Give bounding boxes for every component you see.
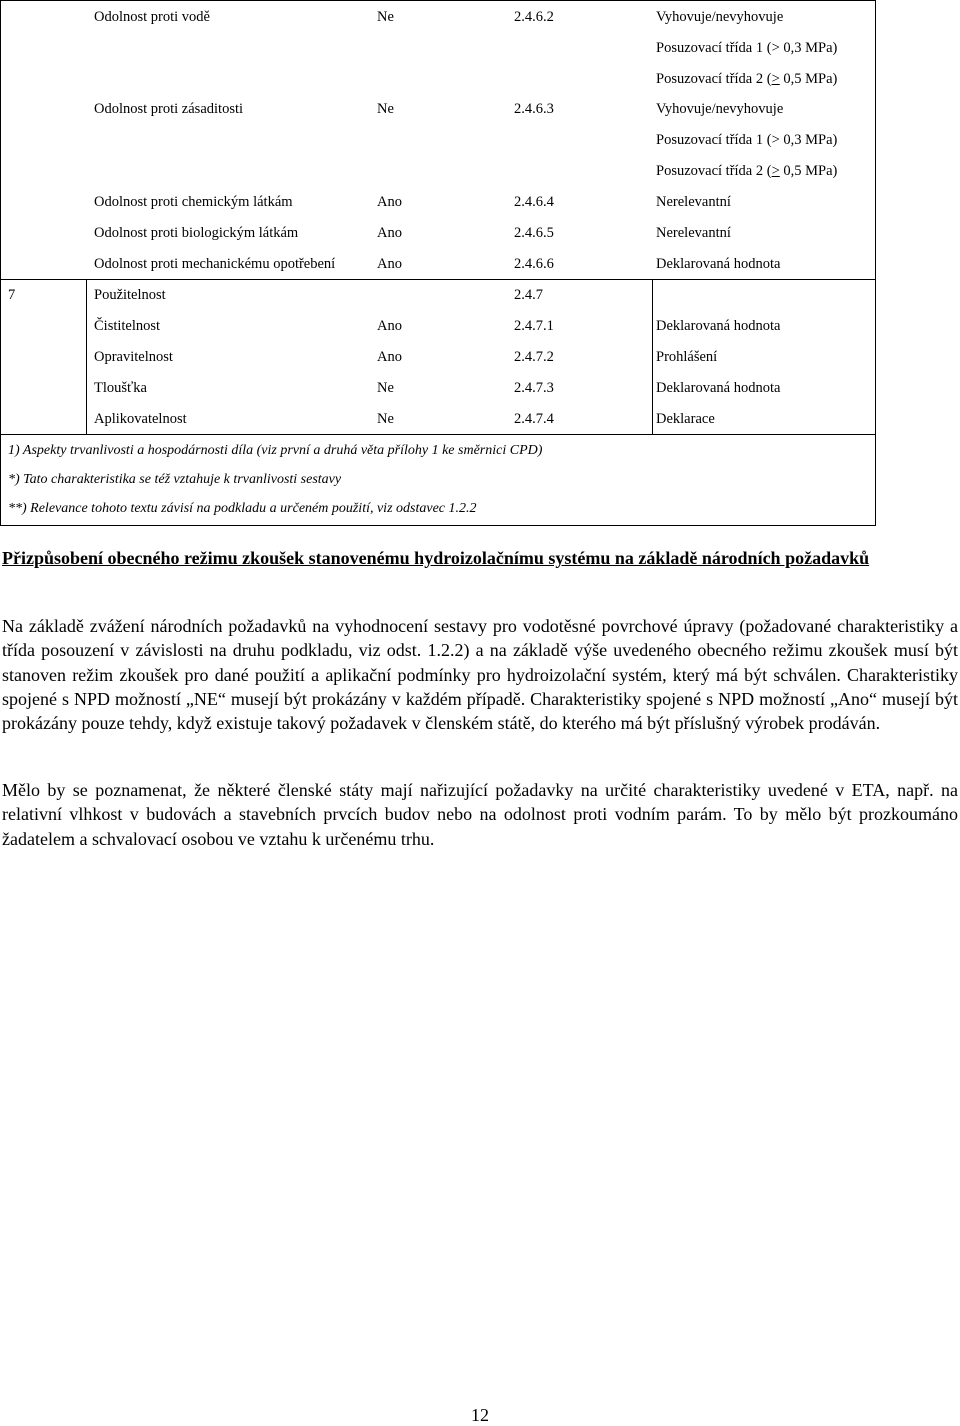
clause-number: 2.4.6.4 — [514, 194, 554, 210]
assessment-method: Deklarace — [656, 411, 715, 427]
method-suffix: 0,5 MPa) — [779, 71, 838, 87]
page-number: 12 — [471, 1405, 489, 1425]
section-heading — [2, 546, 958, 570]
clause-number: 2.4.6.2 — [514, 9, 554, 25]
property-name: Čistitelnost — [94, 318, 161, 334]
body-paragraph: Na základě zvážení národních požadavků na vyhodnocení sestavy pro vodotěsné povrchové úpravy (požadované charakteristiky a třída posouzení v závislosti na druhu podkladu, viz odst. 1.2.2) a na základě výše uvedeného obecného režimu zkoušek musí být stanoven režim zkoušek pro dané použití a aplikační podmínky pro hydroizolační systém, který má být schválen. Charakteristiky spojené s NPD možností „NE“ musejí být prokázány v každém případě. Charakteristiky spojené s NPD možností „Ano“ musejí být prokázány pouze tehdy, když existuje takový požadavek v členském státě, do kterého má být příslušný výrobek prodáván. — [2, 616, 958, 734]
assessment-method: Nerelevantní — [656, 194, 731, 210]
property-name: Tloušťka — [94, 380, 147, 396]
relevance: Ne — [377, 380, 394, 396]
property-name: Odolnost proti mechanickému opotřebení — [94, 256, 336, 272]
assessment-method: Posuzovací třída 1 (> 0,3 MPa) — [656, 40, 838, 56]
method-prefix: Posuzovací třída 2 ( — [656, 71, 772, 87]
table-footnote: *) Tato charakteristika se též vztahuje k trvanlivosti sestavy — [8, 472, 342, 487]
body-paragraph: Mělo by se poznamenat, že některé členské státy mají nařizující požadavky na určité charakteristiky uvedené v ETA, např. na relativní vlhkost v budovách a stavebních prvcích budov nebo na odolnost proti vodním parám. To by mělo být prozkoumáno žadatelem a schvalovací osobou ve vztahu k určenému trhu. — [2, 780, 958, 849]
relevance: Ano — [377, 256, 402, 272]
property-name: Opravitelnost — [94, 349, 173, 365]
assessment-method: Deklarovaná hodnota — [656, 380, 781, 396]
clause-number: 2.4.7.4 — [514, 411, 554, 427]
table-divider — [652, 280, 653, 435]
clause-number: 2.4.7.2 — [514, 349, 554, 365]
section-number: 7 — [8, 287, 16, 303]
assessment-method: Vyhovuje/nevyhovuje — [656, 9, 784, 25]
relevance: Ano — [377, 318, 402, 334]
table-divider — [86, 280, 87, 435]
relevance: Ano — [377, 194, 402, 210]
method-suffix: 0,5 MPa) — [779, 163, 838, 179]
assessment-method: Deklarovaná hodnota — [656, 256, 781, 272]
relevance: Ne — [377, 101, 394, 117]
property-name: Odolnost proti biologickým látkám — [94, 225, 299, 241]
greater-equal-sign: > — [771, 163, 780, 179]
table-footnote: **) Relevance tohoto textu závisí na podkladu a určeném použití, viz odstavec 1.2.2 — [8, 501, 477, 516]
table-divider — [1, 434, 875, 435]
relevance: Ne — [377, 9, 394, 25]
property-name: Odolnost proti vodě — [94, 9, 210, 25]
assessment-method: Deklarovaná hodnota — [656, 318, 781, 334]
section-heading-text: Přizpůsobení obecného režimu zkoušek stanovenému hydroizolačnímu systému na základě národních požadavků — [2, 548, 870, 568]
property-name: Odolnost proti chemickým látkám — [94, 194, 293, 210]
greater-equal-sign: > — [771, 71, 780, 87]
property-name: Použitelnost — [94, 287, 166, 303]
relevance: Ne — [377, 411, 394, 427]
clause-number: 2.4.6.3 — [514, 101, 554, 117]
characteristics-table — [0, 0, 876, 526]
assessment-method: Nerelevantní — [656, 225, 731, 241]
assessment-method: Posuzovací třída 1 (> 0,3 MPa) — [656, 132, 838, 148]
table-divider — [1, 279, 875, 280]
table-footnote: 1) Aspekty trvanlivosti a hospodárnosti díla (viz první a druhá věta přílohy 1 ke směrnici CPD) — [8, 443, 543, 458]
clause-number: 2.4.7 — [514, 287, 543, 303]
assessment-method: Prohlášení — [656, 349, 718, 365]
clause-number: 2.4.7.3 — [514, 380, 554, 396]
assessment-method — [656, 163, 837, 180]
clause-number: 2.4.6.6 — [514, 256, 554, 272]
property-name: Odolnost proti zásaditosti — [94, 101, 244, 117]
relevance: Ano — [377, 225, 402, 241]
assessment-method — [656, 71, 837, 88]
clause-number: 2.4.7.1 — [514, 318, 554, 334]
clause-number: 2.4.6.5 — [514, 225, 554, 241]
assessment-method: Vyhovuje/nevyhovuje — [656, 101, 784, 117]
relevance: Ano — [377, 349, 402, 365]
property-name: Aplikovatelnost — [94, 411, 187, 427]
method-prefix: Posuzovací třída 2 ( — [656, 163, 772, 179]
